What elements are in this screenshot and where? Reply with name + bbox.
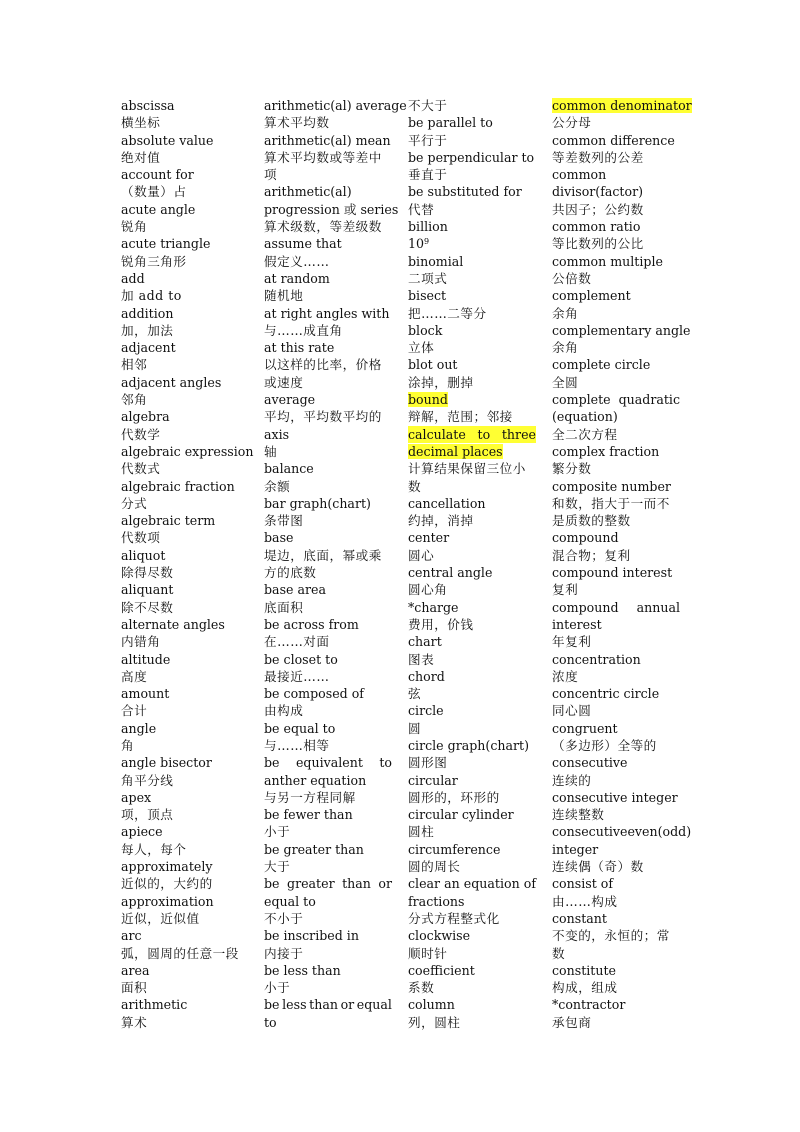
term-zh: 高度 [121,668,148,684]
term-en: be greater than [264,841,364,857]
term-zh: 小于 [264,824,291,840]
term-en [264,754,392,771]
term-en: circle [408,703,444,719]
term-en: balance [264,461,314,477]
term-en: assume that [264,236,342,252]
term-zh: 条带图 [264,513,304,529]
glossary-column-4 [552,97,692,1031]
exponent: 9 [424,237,430,247]
term-en: central angle [408,565,493,581]
term-zh: 平行于 [408,132,448,148]
word: or [340,997,355,1013]
term-zh: 分式 [121,495,148,511]
term-zh: 内接于 [264,945,304,961]
term-en: consecutive integer [552,789,678,805]
term-en: abscissa [121,98,175,113]
term-en: aliquant [121,582,174,598]
term-zh: 圆 [408,720,422,736]
term-zh: 和数，指大于一而不 [552,495,670,511]
term-en: be substituted for [408,184,522,200]
term-zh: 除得尽数 [121,565,174,581]
term-en: base [264,530,294,546]
term-zh: 立体 [408,340,435,356]
term-zh: 余额 [264,478,291,494]
highlight: common denominator [552,98,692,113]
term-zh: 余角 [552,340,579,356]
term-en-highlighted [552,97,692,114]
term-en: approximation [121,893,214,909]
term-en: algebraic term [121,513,216,529]
term-zh: 面积 [121,980,148,996]
word: be [264,997,280,1013]
term-en [264,996,392,1013]
highlight: decimal places [408,443,503,459]
term-zh: 费用，价钱 [408,616,474,632]
term-en: common multiple [552,253,663,269]
term-zh: 等差数列的公差 [552,149,644,165]
word: or [378,876,392,892]
term-zh: 代数项 [121,530,161,546]
term-en: amount [121,686,170,702]
term-zh: 圆柱 [408,824,435,840]
term-zh: 随机地 [264,288,304,304]
term-zh: 是质数的整数 [552,513,631,529]
word: of [523,876,536,892]
highlight: bound [408,392,448,408]
term-en: complementary angle [552,322,691,338]
term-en: angle [121,720,157,736]
term-en: consecutive [552,755,628,771]
term-en: arithmetic(al) [264,184,352,200]
term-en-highlighted [408,426,536,443]
term-zh: 约掉，消掉 [408,513,474,529]
term-en: arc [121,928,142,944]
term-zh: 不大于 [408,98,448,113]
term-en: account for [121,167,194,183]
term-zh: 计算结果保留三位小 [408,461,526,477]
term-zh: 连续整数 [552,807,605,823]
term-en: area [121,962,150,978]
term-en: adjacent angles [121,374,222,390]
term-zh: 数 [552,945,566,961]
term-en: aliquot [121,547,166,563]
term-en: common ratio [552,219,641,235]
term-zh: 以这样的比率，价格 [264,357,382,373]
term-en: apiece [121,824,163,840]
term-en: block [408,322,443,338]
term-en: base area [264,582,326,598]
word: greater [287,876,335,892]
term-zh: 算术平均数 [264,115,330,131]
term-zh: 余角 [552,305,579,321]
term-en: billion [408,219,448,235]
term-en: column [408,997,455,1013]
term-zh: 绝对值 [121,149,161,165]
term-en: chart [408,634,442,650]
term-zh: 圆心角 [408,582,448,598]
word: equivalent [295,755,363,771]
term-en: progression 或 series [264,201,399,217]
term-en: center [408,530,450,546]
word: be [264,876,280,892]
term-zh: 弧，圆周的任意一段 [121,945,239,961]
term-en: chord [408,668,445,684]
term-en: constant [552,910,607,926]
term-en: common [552,167,607,183]
term-zh: 不小于 [264,910,304,926]
term-zh: 方的底数 [264,565,317,581]
term-en: circular [408,772,458,788]
term-zh: 平均，平均数平均的 [264,409,382,425]
term-zh: 图表 [408,651,435,667]
term-zh: 承包商 [552,1014,592,1030]
term-en: algebra [121,409,170,425]
word: quadratic [618,392,680,408]
term-en: at right angles with [264,305,390,321]
word: an [444,876,460,892]
term-zh: 每人，每个 [121,841,187,857]
term-en: be fewer than [264,807,353,823]
term-zh: 角平分线 [121,772,174,788]
term-zh: 小于 [264,980,291,996]
term-en: angle bisector [121,755,212,771]
word: compound [552,599,619,615]
term-zh: 系数 [408,980,435,996]
term-en: be across from [264,616,359,632]
term-en: blot out [408,357,458,373]
term-en: compound [552,530,619,546]
term-en: be composed of [264,686,364,702]
term-en: divisor(factor) [552,184,644,200]
term-zh: 圆心 [408,547,435,563]
term-zh: 全二次方程 [552,426,618,442]
term-en: (equation) [552,409,618,425]
term-zh: 与……成直角 [264,322,343,338]
term-en: be inscribed in [264,928,359,944]
word: equal [356,997,392,1013]
word: to [477,426,491,442]
glossary-column-2 [264,97,407,1031]
term-zh: 轴 [264,443,278,459]
term-en: average [264,392,316,408]
term-zh: 与……相等 [264,737,330,753]
term-en: composite number [552,478,671,494]
term-en: clockwise [408,928,471,944]
term-zh: 二项式 [408,270,448,286]
term-en: altitude [121,651,171,667]
term-en [408,875,536,892]
term-zh: 底面积 [264,599,304,615]
term-zh: 近似的，大约的 [121,876,213,892]
glossary-column-3 [408,97,536,1031]
term-en: consist of [552,876,614,892]
term-zh: （数量）占 [121,184,187,200]
term-zh: 锐角三角形 [121,253,187,269]
term-en: bar graph(chart) [264,495,371,511]
term-zh: 圆的周长 [408,859,461,875]
term-zh: 繁分数 [552,461,592,477]
term-zh: （多边形）全等的 [552,737,657,753]
term-en: complete circle [552,357,651,373]
term-en: approximately [121,859,213,875]
term-zh: 涂掉，删掉 [408,374,474,390]
term-zh: 除不尽数 [121,599,174,615]
term-zh: 顺时针 [408,945,448,961]
term-en: constitute [552,962,616,978]
term-zh: 浓度 [552,668,579,684]
term-en [552,823,692,840]
term-zh: 锐角 [121,219,148,235]
word: three [501,426,536,442]
word: even(odd) [627,824,692,840]
term-en: congruent [552,720,618,736]
term-en: compound interest [552,565,673,581]
term-en: circular cylinder [408,807,514,823]
word: be [264,755,280,771]
term-en: bisect [408,288,447,304]
term-zh: 连续的 [552,772,592,788]
term-zh: 弦 [408,686,422,702]
term-en: be perpendicular to [408,149,535,165]
term-en [552,391,680,408]
term-en: to [264,1014,277,1030]
term-zh: 在……对面 [264,634,330,650]
term-en: axis [264,426,290,442]
term-en: alternate angles [121,616,225,632]
term-en: be equal to [264,720,336,736]
word: equation [463,876,520,892]
term-en: fractions [408,893,465,909]
term-en-highlighted [408,391,536,408]
word: consecutive [552,824,628,840]
term-zh: 公倍数 [552,270,592,286]
term-en: arithmetic(al) average [264,98,407,113]
term-zh: 由……构成 [552,893,618,909]
term-zh: 大于 [264,859,291,875]
term-zh: 辩解，范围；邻接 [408,409,513,425]
exponent-base: 10 [408,236,425,252]
term-zh: 算术平均数或等差中 [264,149,382,165]
word: annual [636,599,680,615]
term-en: adjacent [121,340,176,356]
term-zh: 内错角 [121,634,161,650]
term-zh: 列，圆柱 [408,1014,461,1030]
term-zh: 等比数列的公比 [552,236,644,252]
word: clear [408,876,441,892]
term-zh: 算术 [121,1014,148,1030]
term-en: circumference [408,841,501,857]
term-zh: 构成，组成 [552,980,618,996]
term-en: concentric circle [552,686,660,702]
term-en: cancellation [408,495,486,511]
term-zh: 邻角 [121,392,148,408]
term-zh: 或速度 [264,374,304,390]
term-zh: 角 [121,737,135,753]
term-zh: 不变的，永恒的；常 [552,928,670,944]
term-en: *contractor [552,997,626,1013]
term-zh: 横坐标 [121,115,161,131]
term-zh: 代替 [408,201,435,217]
term-en: arithmetic [121,997,188,1013]
term-zh: 加 add to [121,288,182,304]
term-en: complement [552,288,631,304]
term-zh: 与另一方程同解 [264,789,356,805]
word: to [379,755,392,771]
term-zh: 连续偶（奇）数 [552,859,644,875]
term-en: binomial [408,253,464,269]
term-zh: 同心圆 [552,703,592,719]
term-en: *charge [408,599,459,615]
term-en: addition [121,305,174,321]
word: less [282,997,307,1013]
term-en: common difference [552,132,675,148]
glossary-column-1 [121,97,254,1031]
term-zh: 共因子；公约数 [552,201,644,217]
term-zh: 项 [264,167,278,183]
term-en: complex fraction [552,443,660,459]
term-en: interest [552,616,602,632]
term-zh: 相邻 [121,357,148,373]
term-en: algebraic expression [121,443,254,459]
term-zh: 圆形的，环形的 [408,789,500,805]
term-zh: 全圆 [552,374,579,390]
term-en: concentration [552,651,641,667]
term-zh: 分式方程整式化 [408,910,500,926]
term-zh: 算术级数，等差级数 [264,219,382,235]
term-zh: 把……二等分 [408,305,487,321]
term-zh: 复利 [552,582,579,598]
word: than [309,997,338,1013]
term-zh: 年复利 [552,634,592,650]
word: than [342,876,371,892]
term-zh: 项，顶点 [121,807,174,823]
term-zh: 假定义…… [264,253,330,269]
word: complete [552,392,611,408]
term-en: be parallel to [408,115,493,131]
term-en: at random [264,270,330,286]
term-en: arithmetic(al) mean [264,132,391,148]
term-en: acute triangle [121,236,211,252]
term-en: algebraic fraction [121,478,235,494]
word: calculate [408,426,466,442]
term-zh: 数 [408,478,422,494]
term-zh: 堤边，底面，幂或乘 [264,547,382,563]
term-en: absolute value [121,132,214,148]
term-zh: 代数式 [121,461,161,477]
term-en: be closet to [264,651,338,667]
term-en: equal to [264,893,316,909]
term-en: circle graph(chart) [408,737,529,753]
term-en: be less than [264,962,341,978]
term-zh: 垂直于 [408,167,448,183]
term-zh: 近似，近似值 [121,910,200,926]
term-en: add [121,270,145,286]
term-zh: 混合物；复利 [552,547,631,563]
term-en [264,875,392,892]
term-zh: 公分母 [552,115,592,131]
term-en: at this rate [264,340,335,356]
term-en: apex [121,789,152,805]
term-en: acute angle [121,201,196,217]
term-en: anther equation [264,772,367,788]
term-en: coefficient [408,962,475,978]
term-en-highlighted [408,443,536,460]
term-zh: 加，加法 [121,322,174,338]
term-en [552,599,680,616]
term-zh: 由构成 [264,703,304,719]
term-zh: 合计 [121,703,148,719]
term-en: integer [552,841,599,857]
term-zh: 最接近…… [264,668,330,684]
term-zh: 圆形图 [408,755,448,771]
term-zh: 代数学 [121,426,161,442]
term-zh [408,235,536,252]
